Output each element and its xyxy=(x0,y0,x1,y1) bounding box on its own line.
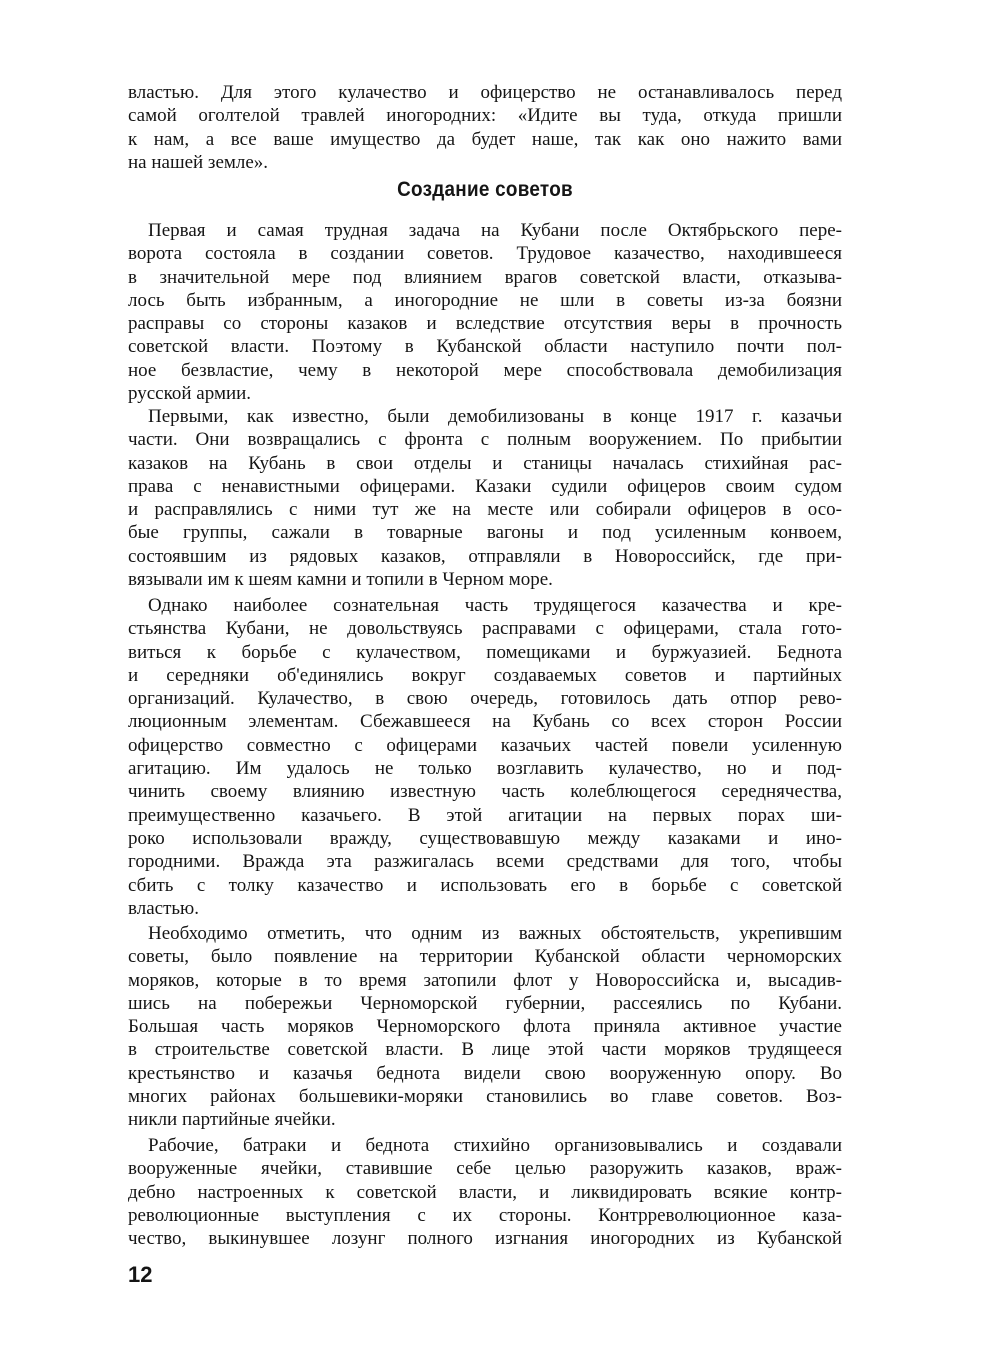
text-line: в строительстве советской власти. В лице этой части моряков трудящееся xyxy=(128,1039,842,1061)
text-line: офицерство совместно с офицерами казачьих частей повели усиленную xyxy=(128,734,842,756)
text-line: преимущественно казачьего. В этой агитации на первых порах ши- xyxy=(128,804,842,826)
text-line: властью. xyxy=(128,897,199,919)
text-line: организаций. Кулачество, в свою очередь, готовилось дать отпор рево- xyxy=(128,688,842,710)
text-line: Большая часть моряков Черноморского флота приняла активное участие xyxy=(128,1016,842,1038)
text-line: права с ненавистными офицерами. Казаки судили офицеров своим судом xyxy=(128,475,842,497)
text-line: вязывали им к шеям камни и топили в Черном море. xyxy=(128,569,553,591)
text-line: агитацию. Им удалось не только возглавить кулачество, но и под- xyxy=(128,758,842,780)
text-line: городними. Вражда эта разжигалась всеми средствами для того, чтобы xyxy=(128,851,842,873)
section-heading: Создание советов xyxy=(397,178,573,201)
text-line: состоявшим из рядовых казаков, отправляли в Новороссийск, где при- xyxy=(128,545,842,567)
text-line: революционные выступления с их стороны. Контрреволюционное каза- xyxy=(128,1204,842,1226)
text-line: и середняки об'единялись вокруг создаваемых советов и партийных xyxy=(128,664,842,686)
text-line: люционным элементам. Сбежавшееся на Кубань со всех сторон России xyxy=(128,711,842,733)
text-line: русской армии. xyxy=(128,383,252,405)
text-line: шись на побережьи Черноморской губернии, рассеялись по Кубани. xyxy=(128,992,842,1014)
text-line: роко использовали вражду, существовавшую между казаками и ино- xyxy=(128,827,842,849)
text-line: Однако наиболее сознательная часть трудящегося казачества и кре- xyxy=(148,595,842,616)
text-line: Первая и самая трудная задача на Кубани после Октябрьского пере- xyxy=(148,220,842,241)
text-line: чество, выкинувшее лозунг полного изгнания иногородних из Кубанской xyxy=(128,1228,842,1250)
text-line: никли партийные ячейки. xyxy=(128,1109,336,1131)
text-line: Первыми, как известно, были демобилизованы в конце 1917 г. казачьи xyxy=(148,406,842,427)
paragraph xyxy=(128,405,842,591)
paragraph xyxy=(128,594,842,920)
text-line: вооруженные ячейки, ставившие себе целью разоружить казаков, враж- xyxy=(128,1158,842,1180)
text-line: моряков, которые в то время затопили флот у Новороссийска и, высадив- xyxy=(128,969,842,991)
text-line: советской власти. Поэтому в Кубанской области наступило почти пол- xyxy=(128,336,842,358)
text-line: в значительной мере под влиянием врагов советской власти, отказыва- xyxy=(128,266,842,288)
text-line: крестьянство и казачья беднота видели свою вооруженную опору. Во xyxy=(128,1062,842,1084)
text-line: части. Они возвращались с фронта с полным вооружением. По прибытии xyxy=(128,429,842,451)
text-line: самой оголтелой травлей иногородних: «Идите вы туда, откуда пришли xyxy=(128,105,842,127)
paragraph xyxy=(128,81,842,174)
text-line: бые группы, сажали в товарные вагоны и под усиленным конвоем, xyxy=(128,522,842,544)
text-line: дебно настроенных к советской власти, и ликвидировать всякие контр- xyxy=(128,1181,842,1203)
text-line: виться к борьбе с кулачеством, помещиками и буржуазией. Беднота xyxy=(128,641,842,663)
text-line: Рабочие, батраки и беднота стихийно организовывались и создавали xyxy=(148,1135,842,1156)
text-line: лось быть избранным, а иногородние не шли в советы из-за боязни xyxy=(128,289,842,311)
text-line: Необходимо отметить, что одним из важных обстоятельств, укрепившим xyxy=(148,923,842,944)
text-line: к нам, а все ваше имущество да будет наше, так как оно нажито вами xyxy=(128,128,842,150)
text-line: сбить с толку казачество и использовать его в борьбе с советской xyxy=(128,874,842,896)
paragraph xyxy=(128,922,842,1132)
text-line: расправы со стороны казаков и вследствие отсутствия веры в прочность xyxy=(128,313,842,335)
text-line: казаков на Кубань в свои отделы и станицы началась стихийная рас- xyxy=(128,452,842,474)
text-line: стьянства Кубани, не довольствуясь расправами с офицерами, стала гото- xyxy=(128,618,842,640)
page-number: 12 xyxy=(128,1262,153,1287)
paragraph xyxy=(128,1134,842,1250)
text-line: ное безвластие, чему в некоторой мере способствовала демобилизация xyxy=(128,359,842,381)
text-line: ворота состояла в создании советов. Трудовое казачество, находившееся xyxy=(128,243,842,265)
text-line: на нашей земле». xyxy=(128,151,269,173)
text-line: и расправлялись с ними тут же на месте или собирали офицеров в осо- xyxy=(128,499,842,521)
text-line: многих районах большевики-моряки становились во главе советов. Воз- xyxy=(128,1086,842,1108)
text-line: советы, было появление на территории Кубанской области черноморских xyxy=(128,946,842,968)
text-line: властью. Для этого кулачество и офицерство не останавливалось перед xyxy=(128,82,842,103)
text-line: чинить своему влиянию известную часть колеблющегося середнячества, xyxy=(128,781,842,803)
paragraph xyxy=(128,219,842,405)
